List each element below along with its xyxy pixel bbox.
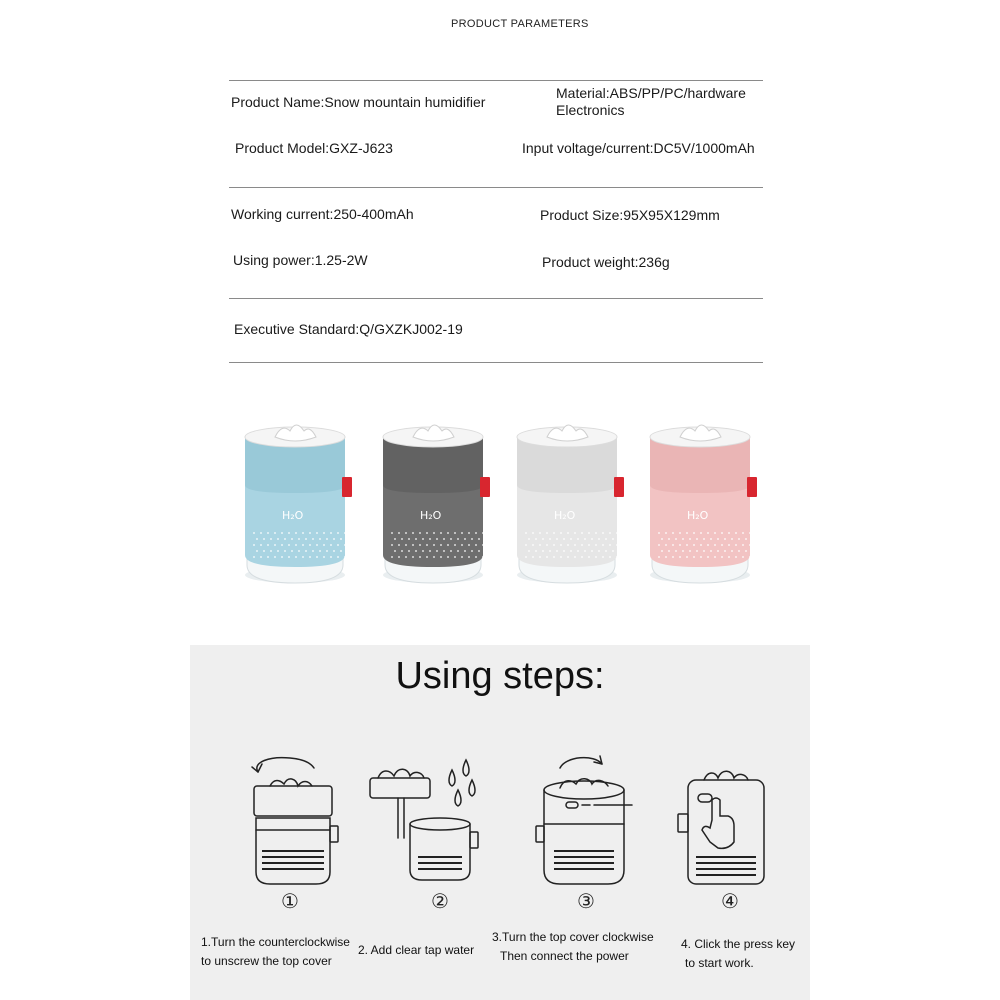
svg-text:H₂O: H₂O [420,509,442,522]
param-executive-standard: Executive Standard:Q/GXZKJ002-19 [234,321,463,337]
step-3-caption-line2: Then connect the power [500,949,629,963]
param-material [556,85,746,119]
table-divider [229,362,763,363]
humidifier-pink-graphic [635,415,770,595]
step-3-caption-line1: 3.Turn the top cover clockwise [492,930,654,944]
step-2-caption-line1: 2. Add clear tap water [358,943,475,957]
param-material-line1: Material:ABS/PP/PC/hardware [556,85,746,101]
param-product-weight: Product weight:236g [542,254,670,270]
step-2-number: ② [431,891,449,913]
steps-title: Using steps: [395,655,605,697]
param-working-current: Working current:250-400mAh [231,206,414,222]
table-divider [229,187,763,188]
param-using-power: Using power:1.25-2W [233,252,368,268]
param-product-model: Product Model:GXZ-J623 [235,140,393,156]
step-1-illustration [230,750,360,890]
humidifier-white-image [502,415,637,595]
step-3-number: ③ [577,891,595,913]
step-2-illustration [368,750,498,890]
param-material-line2: Electronics [556,102,625,118]
humidifier-white-graphic [502,415,637,595]
step-1-caption-line2: to unscrew the top cover [201,954,332,968]
step-4-caption [681,935,795,973]
step-2-caption [358,941,474,960]
product-color-variants [230,415,780,615]
step-4-number: ④ [721,891,739,913]
step-4-caption-line2: to start work. [685,956,754,970]
svg-text:H₂O: H₂O [687,509,709,522]
step-1-caption-line1: 1.Turn the counterclockwise [201,935,350,949]
svg-text:H₂O: H₂O [554,509,576,522]
svg-text:H₂O: H₂O [282,509,304,522]
step-1-caption [201,933,350,971]
param-input-voltage: Input voltage/current:DC5V/1000mAh [522,140,755,156]
step-1-number: ① [281,891,299,913]
step-3-caption [492,928,654,966]
humidifier-blue-image [230,415,365,595]
table-divider [229,80,763,81]
param-product-size: Product Size:95X95X129mm [540,207,720,223]
param-product-name: Product Name:Snow mountain humidifier [231,94,486,110]
humidifier-blue-graphic [230,415,365,595]
page-heading: PRODUCT PARAMETERS [451,18,589,30]
humidifier-gray-image [368,415,503,595]
humidifier-gray-graphic [368,415,503,595]
table-divider [229,298,763,299]
using-steps-panel [190,645,810,1000]
humidifier-pink-image [635,415,770,595]
step-3-illustration [520,750,650,890]
step-4-illustration [668,750,798,890]
step-4-caption-line1: 4. Click the press key [681,937,796,951]
